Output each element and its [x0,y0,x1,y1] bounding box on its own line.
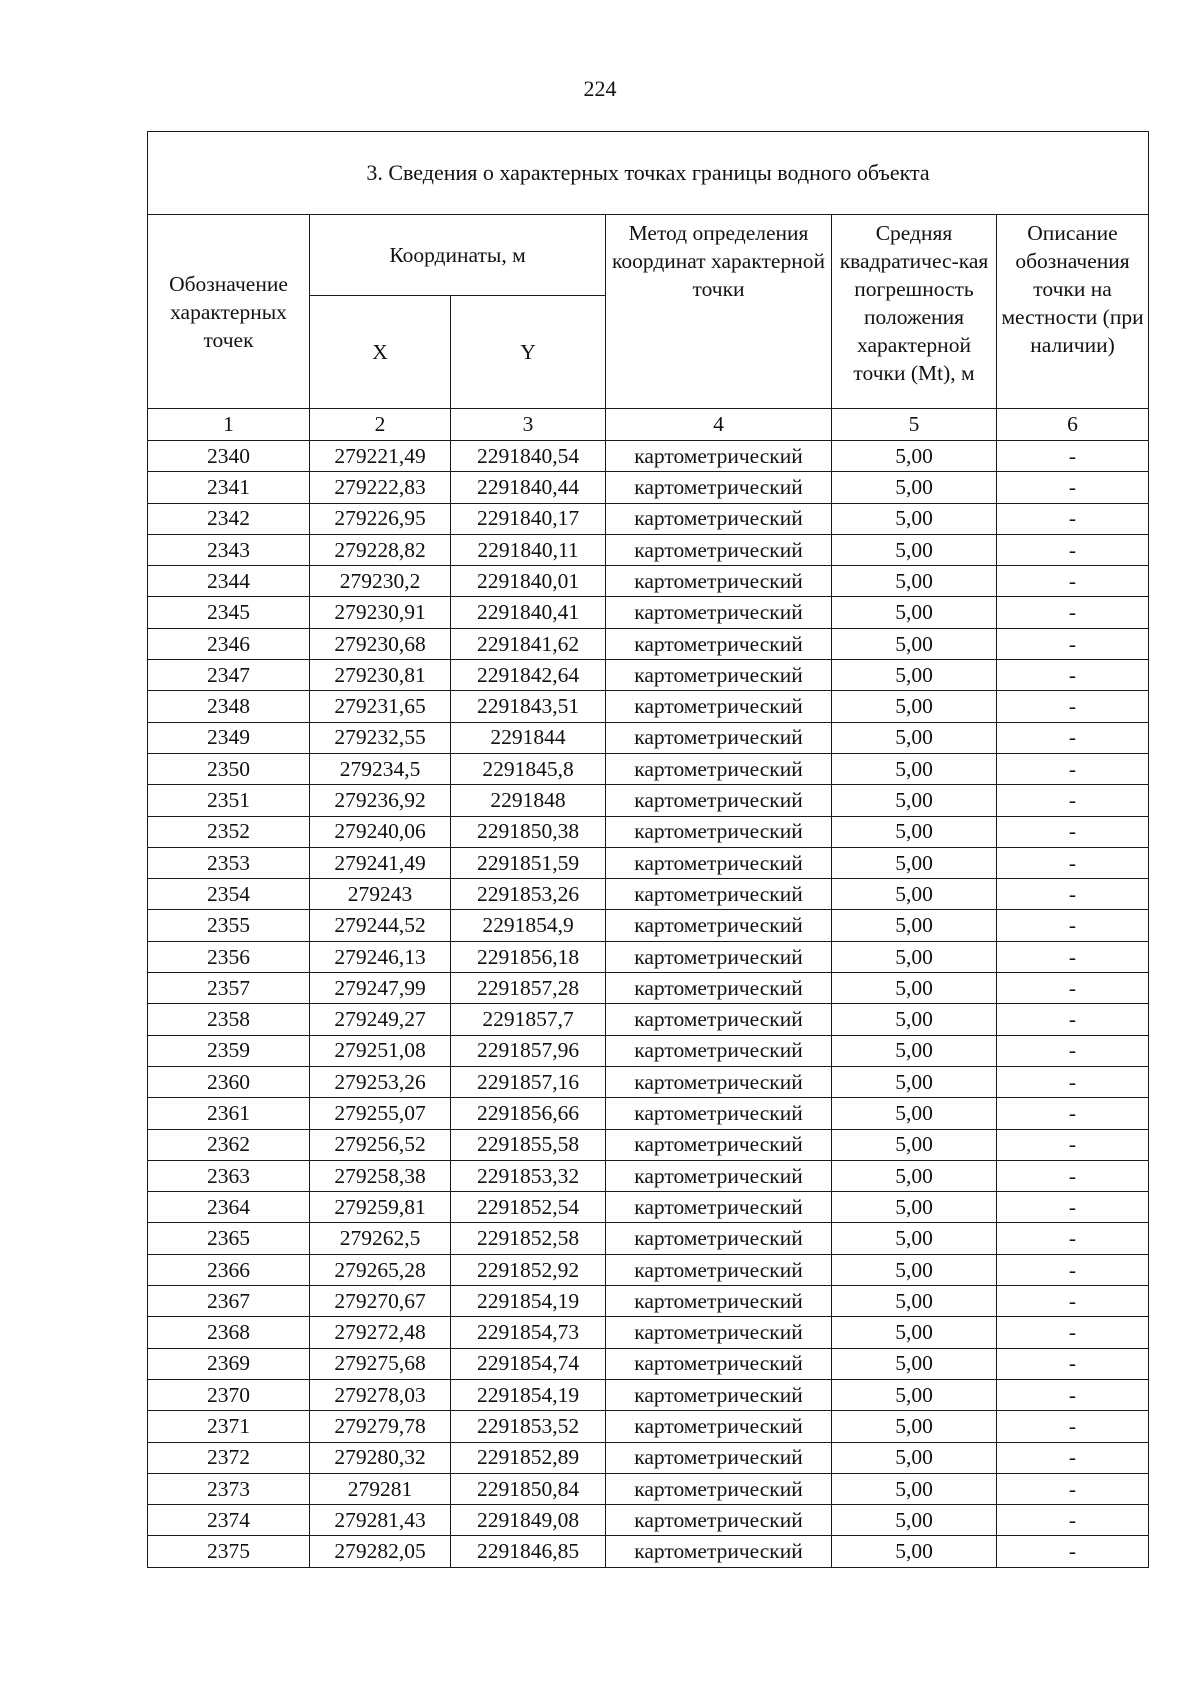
y-coordinate-cell: 2291854,73 [451,1317,606,1348]
table-row [148,847,1149,878]
point-id-cell: 2368 [148,1317,310,1348]
table-row [148,753,1149,784]
description-cell: - [997,910,1149,941]
method-cell: картометрический [606,1223,832,1254]
page-number: 224 [583,76,617,101]
point-id-cell: 2358 [148,1004,310,1035]
description-cell: - [997,628,1149,659]
x-coordinate-cell: 279282,05 [310,1536,451,1567]
y-coordinate-cell: 2291857,7 [451,1004,606,1035]
table-row [148,1411,1149,1442]
x-coordinate-cell: 279230,91 [310,597,451,628]
method-cell: картометрический [606,1004,832,1035]
point-id-cell: 2354 [148,879,310,910]
y-coordinate-cell: 2291842,64 [451,660,606,691]
y-coordinate-cell: 2291854,9 [451,910,606,941]
description-cell: - [997,1348,1149,1379]
table-row [148,472,1149,503]
accuracy-cell: 5,00 [832,1223,997,1254]
x-coordinate-cell: 279247,99 [310,973,451,1004]
y-coordinate-cell: 2291840,44 [451,472,606,503]
table-row [148,503,1149,534]
method-cell: картометрический [606,1286,832,1317]
accuracy-cell: 5,00 [832,816,997,847]
x-coordinate-cell: 279243 [310,879,451,910]
column-number: 6 [997,409,1149,441]
method-cell: картометрический [606,785,832,816]
accuracy-cell: 5,00 [832,785,997,816]
point-id-cell: 2344 [148,566,310,597]
accuracy-cell: 5,00 [832,722,997,753]
header-accuracy: Средняя квадратичес-кая погрешность положения характерной точки (Mt), м [832,215,997,409]
table-row [148,1160,1149,1191]
point-id-cell: 2373 [148,1473,310,1504]
description-cell: - [997,660,1149,691]
accuracy-cell: 5,00 [832,941,997,972]
accuracy-cell: 5,00 [832,1442,997,1473]
description-cell: - [997,1192,1149,1223]
table-row [148,1317,1149,1348]
method-cell: картометрический [606,1160,832,1191]
x-coordinate-cell: 279249,27 [310,1004,451,1035]
x-coordinate-cell: 279228,82 [310,534,451,565]
x-coordinate-cell: 279221,49 [310,441,451,472]
table-row [148,1098,1149,1129]
accuracy-cell: 5,00 [832,628,997,659]
method-cell: картометрический [606,1317,832,1348]
method-cell: картометрический [606,1348,832,1379]
header-y: Y [451,296,606,409]
point-id-cell: 2366 [148,1254,310,1285]
accuracy-cell: 5,00 [832,691,997,722]
point-id-cell: 2342 [148,503,310,534]
point-id-cell: 2350 [148,753,310,784]
method-cell: картометрический [606,597,832,628]
y-coordinate-cell: 2291853,52 [451,1411,606,1442]
method-cell: картометрический [606,1254,832,1285]
y-coordinate-cell: 2291840,11 [451,534,606,565]
method-cell: картометрический [606,472,832,503]
x-coordinate-cell: 279281,43 [310,1505,451,1536]
point-id-cell: 2370 [148,1379,310,1410]
description-cell: - [997,879,1149,910]
accuracy-cell: 5,00 [832,1286,997,1317]
description-cell: - [997,1442,1149,1473]
y-coordinate-cell: 2291857,28 [451,973,606,1004]
point-id-cell: 2353 [148,847,310,878]
point-id-cell: 2360 [148,1066,310,1097]
table-row [148,910,1149,941]
table-row [148,660,1149,691]
accuracy-cell: 5,00 [832,597,997,628]
description-cell: - [997,785,1149,816]
method-cell: картометрический [606,1129,832,1160]
description-cell: - [997,1098,1149,1129]
column-numbers-row [148,409,1149,441]
point-id-cell: 2357 [148,973,310,1004]
y-coordinate-cell: 2291853,32 [451,1160,606,1191]
description-cell: - [997,472,1149,503]
x-coordinate-cell: 279231,65 [310,691,451,722]
description-cell: - [997,1505,1149,1536]
description-cell: - [997,847,1149,878]
y-coordinate-cell: 2291850,38 [451,816,606,847]
x-coordinate-cell: 279226,95 [310,503,451,534]
table-row [148,534,1149,565]
accuracy-cell: 5,00 [832,534,997,565]
table-row [148,1379,1149,1410]
column-number: 2 [310,409,451,441]
y-coordinate-cell: 2291846,85 [451,1536,606,1567]
point-id-cell: 2371 [148,1411,310,1442]
x-coordinate-cell: 279281 [310,1473,451,1504]
column-number: 5 [832,409,997,441]
x-coordinate-cell: 279262,5 [310,1223,451,1254]
table-row [148,879,1149,910]
accuracy-cell: 5,00 [832,1129,997,1160]
accuracy-cell: 5,00 [832,1505,997,1536]
method-cell: картометрический [606,1536,832,1567]
table-row [148,973,1149,1004]
y-coordinate-cell: 2291852,92 [451,1254,606,1285]
y-coordinate-cell: 2291840,01 [451,566,606,597]
y-coordinate-cell: 2291840,41 [451,597,606,628]
y-coordinate-cell: 2291849,08 [451,1505,606,1536]
table-row [148,816,1149,847]
accuracy-cell: 5,00 [832,1098,997,1129]
point-id-cell: 2375 [148,1536,310,1567]
table-row [148,1473,1149,1504]
x-coordinate-cell: 279253,26 [310,1066,451,1097]
y-coordinate-cell: 2291852,54 [451,1192,606,1223]
method-cell: картометрический [606,1379,832,1410]
y-coordinate-cell: 2291844 [451,722,606,753]
point-id-cell: 2341 [148,472,310,503]
table-row [148,1442,1149,1473]
table-row [148,1192,1149,1223]
table-row [148,941,1149,972]
accuracy-cell: 5,00 [832,1317,997,1348]
point-id-cell: 2345 [148,597,310,628]
y-coordinate-cell: 2291854,74 [451,1348,606,1379]
method-cell: картометрический [606,1505,832,1536]
accuracy-cell: 5,00 [832,660,997,691]
boundary-points-table [147,131,1149,1568]
x-coordinate-cell: 279232,55 [310,722,451,753]
method-cell: картометрический [606,816,832,847]
x-coordinate-cell: 279278,03 [310,1379,451,1410]
accuracy-cell: 5,00 [832,1254,997,1285]
x-coordinate-cell: 279230,2 [310,566,451,597]
point-id-cell: 2340 [148,441,310,472]
point-id-cell: 2374 [148,1505,310,1536]
x-coordinate-cell: 279222,83 [310,472,451,503]
point-id-cell: 2356 [148,941,310,972]
method-cell: картометрический [606,441,832,472]
y-coordinate-cell: 2291856,18 [451,941,606,972]
method-cell: картометрический [606,1442,832,1473]
point-id-cell: 2351 [148,785,310,816]
x-coordinate-cell: 279230,81 [310,660,451,691]
description-cell: - [997,1411,1149,1442]
description-cell: - [997,1129,1149,1160]
header-x: X [310,296,451,409]
header-coordinates: Координаты, м [310,215,606,296]
method-cell: картометрический [606,1473,832,1504]
table-row [148,1223,1149,1254]
accuracy-cell: 5,00 [832,1411,997,1442]
accuracy-cell: 5,00 [832,1473,997,1504]
description-cell: - [997,1536,1149,1567]
description-cell: - [997,973,1149,1004]
method-cell: картометрический [606,1035,832,1066]
method-cell: картометрический [606,691,832,722]
x-coordinate-cell: 279251,08 [310,1035,451,1066]
point-id-cell: 2369 [148,1348,310,1379]
x-coordinate-cell: 279259,81 [310,1192,451,1223]
method-cell: картометрический [606,753,832,784]
description-cell: - [997,441,1149,472]
method-cell: картометрический [606,879,832,910]
description-cell: - [997,753,1149,784]
table-row [148,1348,1149,1379]
x-coordinate-cell: 279244,52 [310,910,451,941]
point-id-cell: 2343 [148,534,310,565]
y-coordinate-cell: 2291845,8 [451,753,606,784]
accuracy-cell: 5,00 [832,1348,997,1379]
method-cell: картометрический [606,941,832,972]
y-coordinate-cell: 2291857,96 [451,1035,606,1066]
method-cell: картометрический [606,1192,832,1223]
y-coordinate-cell: 2291843,51 [451,691,606,722]
table-title: 3. Сведения о характерных точках границы водного объекта [148,132,1149,215]
point-id-cell: 2362 [148,1129,310,1160]
point-id-cell: 2355 [148,910,310,941]
table-row [148,722,1149,753]
y-coordinate-cell: 2291840,17 [451,503,606,534]
description-cell: - [997,816,1149,847]
point-id-cell: 2347 [148,660,310,691]
y-coordinate-cell: 2291852,89 [451,1442,606,1473]
table-row [148,1004,1149,1035]
x-coordinate-cell: 279258,38 [310,1160,451,1191]
description-cell: - [997,597,1149,628]
x-coordinate-cell: 279230,68 [310,628,451,659]
accuracy-cell: 5,00 [832,1536,997,1567]
point-id-cell: 2365 [148,1223,310,1254]
y-coordinate-cell: 2291841,62 [451,628,606,659]
y-coordinate-cell: 2291854,19 [451,1379,606,1410]
header-method: Метод определения координат характерной точки [606,215,832,409]
accuracy-cell: 5,00 [832,973,997,1004]
description-cell: - [997,1286,1149,1317]
x-coordinate-cell: 279240,06 [310,816,451,847]
accuracy-cell: 5,00 [832,472,997,503]
point-id-cell: 2364 [148,1192,310,1223]
table-row [148,1035,1149,1066]
method-cell: картометрический [606,660,832,691]
accuracy-cell: 5,00 [832,1004,997,1035]
method-cell: картометрический [606,566,832,597]
accuracy-cell: 5,00 [832,1035,997,1066]
y-coordinate-cell: 2291853,26 [451,879,606,910]
description-cell: - [997,1379,1149,1410]
description-cell: - [997,691,1149,722]
accuracy-cell: 5,00 [832,503,997,534]
description-cell: - [997,566,1149,597]
description-cell: - [997,1035,1149,1066]
accuracy-cell: 5,00 [832,1192,997,1223]
column-number: 4 [606,409,832,441]
point-id-cell: 2349 [148,722,310,753]
x-coordinate-cell: 279241,49 [310,847,451,878]
method-cell: картометрический [606,847,832,878]
description-cell: - [997,1223,1149,1254]
table-row [148,1286,1149,1317]
point-id-cell: 2352 [148,816,310,847]
method-cell: картометрический [606,722,832,753]
point-id-cell: 2363 [148,1160,310,1191]
accuracy-cell: 5,00 [832,441,997,472]
accuracy-cell: 5,00 [832,847,997,878]
x-coordinate-cell: 279275,68 [310,1348,451,1379]
x-coordinate-cell: 279246,13 [310,941,451,972]
x-coordinate-cell: 279234,5 [310,753,451,784]
x-coordinate-cell: 279265,28 [310,1254,451,1285]
method-cell: картометрический [606,910,832,941]
method-cell: картометрический [606,1098,832,1129]
y-coordinate-cell: 2291854,19 [451,1286,606,1317]
x-coordinate-cell: 279270,67 [310,1286,451,1317]
point-id-cell: 2367 [148,1286,310,1317]
table-row [148,1536,1149,1567]
x-coordinate-cell: 279255,07 [310,1098,451,1129]
y-coordinate-cell: 2291852,58 [451,1223,606,1254]
accuracy-cell: 5,00 [832,1379,997,1410]
y-coordinate-cell: 2291848 [451,785,606,816]
table-row [148,785,1149,816]
table-body [148,441,1149,1568]
method-cell: картометрический [606,534,832,565]
x-coordinate-cell: 279236,92 [310,785,451,816]
y-coordinate-cell: 2291850,84 [451,1473,606,1504]
description-cell: - [997,534,1149,565]
y-coordinate-cell: 2291856,66 [451,1098,606,1129]
description-cell: - [997,1473,1149,1504]
accuracy-cell: 5,00 [832,753,997,784]
description-cell: - [997,722,1149,753]
description-cell: - [997,1317,1149,1348]
x-coordinate-cell: 279256,52 [310,1129,451,1160]
table-row [148,441,1149,472]
point-id-cell: 2359 [148,1035,310,1066]
x-coordinate-cell: 279279,78 [310,1411,451,1442]
table-row [148,597,1149,628]
accuracy-cell: 5,00 [832,1066,997,1097]
table-row [148,1129,1149,1160]
header-description: Описание обозначения точки на местности (при наличии) [997,215,1149,409]
table-row [148,1254,1149,1285]
x-coordinate-cell: 279272,48 [310,1317,451,1348]
accuracy-cell: 5,00 [832,910,997,941]
y-coordinate-cell: 2291855,58 [451,1129,606,1160]
accuracy-cell: 5,00 [832,879,997,910]
table-row [148,628,1149,659]
table-row [148,691,1149,722]
description-cell: - [997,1004,1149,1035]
point-id-cell: 2361 [148,1098,310,1129]
y-coordinate-cell: 2291851,59 [451,847,606,878]
header-designation: Обозначение характерных точек [148,215,310,409]
y-coordinate-cell: 2291840,54 [451,441,606,472]
accuracy-cell: 5,00 [832,566,997,597]
point-id-cell: 2348 [148,691,310,722]
method-cell: картометрический [606,503,832,534]
method-cell: картометрический [606,1411,832,1442]
x-coordinate-cell: 279280,32 [310,1442,451,1473]
y-coordinate-cell: 2291857,16 [451,1066,606,1097]
method-cell: картометрический [606,973,832,1004]
column-number: 3 [451,409,606,441]
table-row [148,1505,1149,1536]
accuracy-cell: 5,00 [832,1160,997,1191]
table-row [148,1066,1149,1097]
description-cell: - [997,1254,1149,1285]
table-row [148,566,1149,597]
method-cell: картометрический [606,628,832,659]
description-cell: - [997,1066,1149,1097]
method-cell: картометрический [606,1066,832,1097]
description-cell: - [997,941,1149,972]
column-number: 1 [148,409,310,441]
description-cell: - [997,1160,1149,1191]
point-id-cell: 2346 [148,628,310,659]
description-cell: - [997,503,1149,534]
point-id-cell: 2372 [148,1442,310,1473]
